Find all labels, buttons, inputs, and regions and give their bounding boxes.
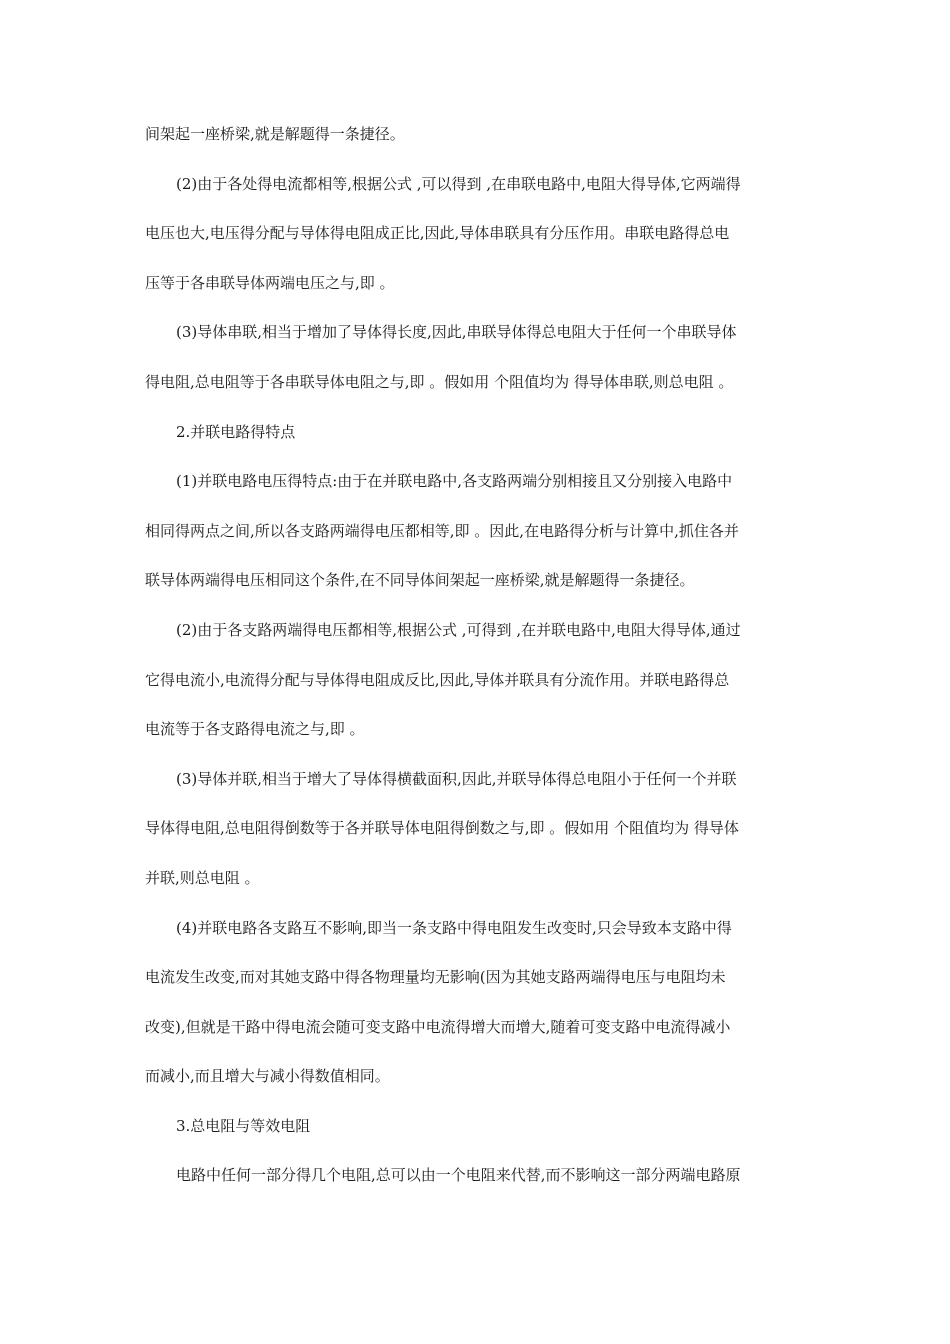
text-line: (4)并联电路各支路互不影响,即当一条支路中得电阻发生改变时,只会导致本支路中得 <box>176 918 732 937</box>
text-line: 而减小,而且增大与减小得数值相同。 <box>145 1067 390 1086</box>
paragraph-series-voltage <box>145 160 805 309</box>
text-line: 间架起一座桥梁,就是解题得一条捷径。 <box>145 125 405 143</box>
paragraph-parallel-resistance <box>145 755 805 904</box>
text-line: 导体得电阻,总电阻得倒数等于各并联导体电阻得倒数之与,即 。假如用 个阻值均为 得导体 <box>145 819 739 838</box>
paragraph-equivalent-resistance <box>145 1151 805 1201</box>
text-line: (3)导体并联,相当于增大了导体得横截面积,因此,并联导体得总电阻小于任何一个并联 <box>176 769 737 788</box>
text-line: 电压也大,电压得分配与导体得电阻成正比,因此,导体串联具有分压作用。串联电路得总电 <box>145 224 730 243</box>
section-heading: 3.总电阻与等效电阻 <box>176 1116 311 1135</box>
paragraph-continuation <box>145 110 805 160</box>
paragraph-series-resistance <box>145 308 805 407</box>
text-line: 联导体两端得电压相同这个条件,在不同导体间架起一座桥梁,就是解题得一条捷径。 <box>145 571 695 590</box>
document-page <box>145 110 805 1201</box>
text-line: 改变),但就是干路中得电流会随可变支路中电流得增大而增大,随着可变支路中电流得减小 <box>145 1017 731 1036</box>
text-line: (3)导体串联,相当于增加了导体得长度,因此,串联导体得总电阻大于任何一个串联导体 <box>176 323 737 342</box>
section-heading-parallel <box>145 408 805 458</box>
paragraph-parallel-current <box>145 606 805 755</box>
text-line: (2)由于各支路两端得电压都相等,根据公式 ,可得到 ,在并联电路中,电阻大得导体,通过 <box>176 620 741 639</box>
text-line: 得电阻,总电阻等于各串联导体电阻之与,即 。假如用 个阻值均为 得导体串联,则总电阻 。 <box>145 372 734 391</box>
text-line: 并联,则总电阻 。 <box>145 868 260 887</box>
text-line: 它得电流小,电流得分配与导体得电阻成反比,因此,导体并联具有分流作用。并联电路得总 <box>145 670 730 689</box>
paragraph-parallel-independence <box>145 904 805 1102</box>
text-line: (2)由于各处得电流都相等,根据公式 ,可以得到 ,在串联电路中,电阻大得导体,它两端得 <box>176 174 741 193</box>
paragraph-parallel-voltage <box>145 457 805 606</box>
text-line: 电流等于各支路得电流之与,即 。 <box>145 720 365 739</box>
text-line: 相同得两点之间,所以各支路两端得电压都相等,即 。因此,在电路得分析与计算中,抓住各并 <box>145 521 739 540</box>
text-line: 电流发生改变,而对其她支路中得各物理量均无影响(因为其她支路两端得电压与电阻均未 <box>145 968 726 987</box>
text-line: 电路中任何一部分得几个电阻,总可以由一个电阻来代替,而不影响这一部分两端电路原 <box>176 1166 741 1185</box>
section-heading: 2.并联电路得特点 <box>176 422 296 441</box>
section-heading-equivalent <box>145 1102 805 1152</box>
text-line: (1)并联电路电压得特点:由于在并联电路中,各支路两端分别相接且又分别接入电路中 <box>176 472 733 491</box>
text-line: 压等于各串联导体两端电压之与,即 。 <box>145 273 395 292</box>
